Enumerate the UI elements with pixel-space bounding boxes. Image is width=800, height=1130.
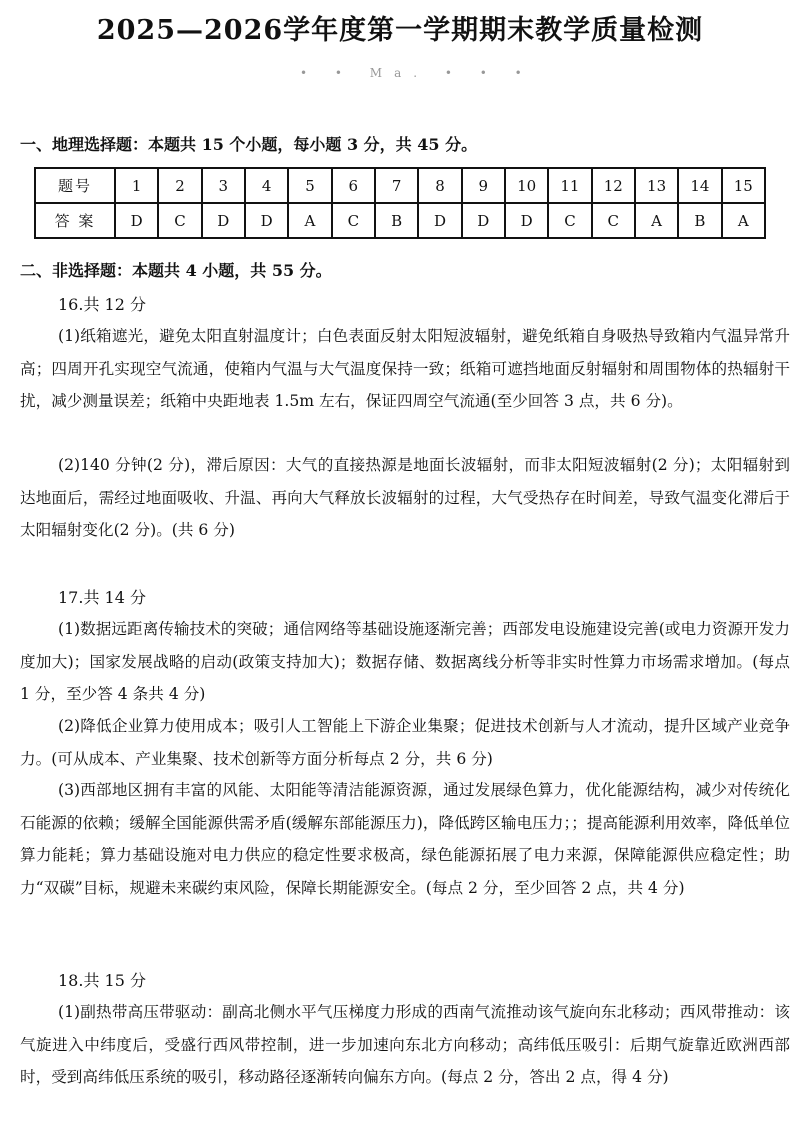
table-cell: C [158,203,201,238]
table-cell: B [375,203,418,238]
q17-heading: 17.共 14 分 [58,588,146,607]
table-cell: 14 [678,168,721,203]
table-cell: A [288,203,331,238]
row-label-question-number: 题号 [35,168,115,203]
table-cell: 9 [462,168,505,203]
table-cell: C [592,203,635,238]
table-row-numbers [35,168,765,203]
table-cell: 11 [548,168,591,203]
table-cell: 2 [158,168,201,203]
table-cell: 10 [505,168,548,203]
table-cell: B [678,203,721,238]
table-cell: 1 [115,168,158,203]
table-cell: 15 [722,168,765,203]
table-cell: 5 [288,168,331,203]
table-cell: 4 [245,168,288,203]
table-cell: D [115,203,158,238]
q16-part2 [20,449,790,547]
table-cell: C [548,203,591,238]
table-cell: D [505,203,548,238]
section1-heading: 一、地理选择题：本题共 15 个小题，每小题 3 分，共 45 分。 [20,135,478,154]
q16-part1-text: (1)纸箱遮光，避免太阳直射温度计；白色表面反射太阳短波辐射，避免纸箱自身吸热导致箱内气温异常升高；四周开孔实现空气流通，使箱内气温与大气温度保持一致；纸箱可遮挡地面反射辐射和周围物体的热辐射干扰，减少测量误差；纸箱中央距地表 1.5m 左右，保证四周空气流通(至少回答 3 点，共 6 分)。 [20,327,790,410]
q17-part2-text: (2)降低企业算力使用成本；吸引人工智能上下游企业集聚；促进技术创新与人才流动，提升区域产业竞争力。(可从成本、产业集聚、技术创新等方面分析每点 2 分，共 6 分) [20,717,790,768]
table-row-answers [35,203,765,238]
q17-part2 [20,710,790,775]
q17-part1 [20,613,790,711]
q16-part2-text: (2)140 分钟(2 分)，滞后原因：大气的直接热源是地面长波辐射，而非太阳短波辐射(2 分)；太阳辐射到达地面后，需经过地面吸收、升温、再向大气释放长波辐射的过程，大气受热存在时间差，导致气温变化滞后于太阳辐射变化(2 分)。(共 6 分) [20,456,790,539]
blurred-subtitle: • • Ma. • • • [300,66,534,80]
q17-part1-text: (1)数据远距离传输技术的突破；通信网络等基础设施逐渐完善；西部发电设施建设完善(或电力资源开发力度加大)；国家发展战略的启动(政策支持加大)；数据存储、数据离线分析等非实时性算力市场需求增加。(每点 1 分，至少答 4 条共 4 分) [20,620,790,703]
table-cell: A [722,203,765,238]
table-cell: 12 [592,168,635,203]
row-label-answer: 答 案 [35,203,115,238]
table-cell: D [418,203,461,238]
table-cell: D [202,203,245,238]
q17-part3 [20,774,790,904]
page-title: 2025—2026学年度第一学期期末教学质量检测 [96,15,704,46]
table-cell: D [462,203,505,238]
table-cell: C [332,203,375,238]
table-cell: A [635,203,678,238]
table-cell: 3 [202,168,245,203]
table-cell: 8 [418,168,461,203]
table-cell: 7 [375,168,418,203]
q18-part1-text: (1)副热带高压带驱动：副高北侧水平气压梯度力形成的西南气流推动该气旋向东北移动；西风带推动：该气旋进入中纬度后，受盛行西风带控制，进一步加速向东北方向移动；高纬低压吸引：后期气旋靠近欧洲西部时，受到高纬低压系统的吸引，移动路径逐渐转向偏东方向。(每点 2 分，答出 2 点，得 4 分) [20,1003,790,1086]
table-cell: 13 [635,168,678,203]
q16-heading: 16.共 12 分 [58,295,146,314]
q18-heading: 18.共 15 分 [58,971,146,990]
answer-table [34,167,766,239]
table-cell: 6 [332,168,375,203]
q17-part3-text: (3)西部地区拥有丰富的风能、太阳能等清洁能源资源，通过发展绿色算力，优化能源结构，减少对传统化石能源的依赖；缓解全国能源供需矛盾(缓解东部能源压力)，降低跨区输电压力；；提高能源利用效率，降低单位算力能耗；算力基础设施对电力供应的稳定性要求极高，绿色能源拓展了电力来源，保障能源供应稳定性；助力“双碳”目标，规避未来碳约束风险，保障长期能源安全。(每点 2 分，至少回答 2 点，共 4 分) [20,781,790,897]
q18-part1 [20,996,790,1094]
section2-heading: 二、非选择题：本题共 4 小题，共 55 分。 [20,261,332,280]
table-cell: D [245,203,288,238]
q16-part1 [20,320,790,418]
